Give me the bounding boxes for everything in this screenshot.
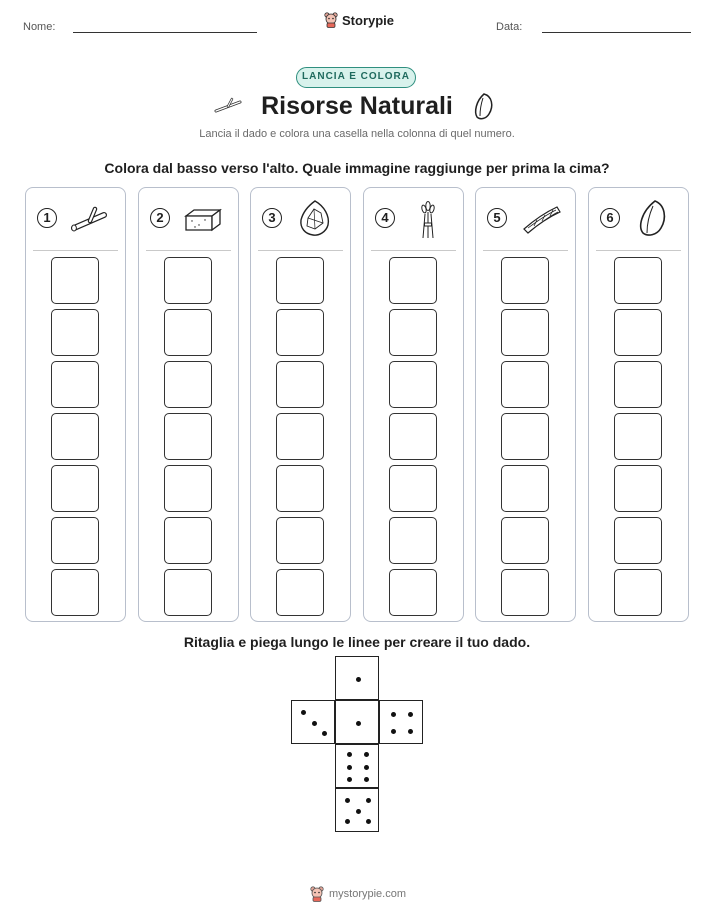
footer	[310, 886, 406, 902]
coloring-cell[interactable]	[614, 413, 662, 460]
dice-pip	[356, 677, 361, 682]
column-divider	[596, 250, 681, 251]
page-subtitle: Lancia il dado e colora una casella nella colonna di quel numero.	[199, 128, 515, 140]
coloring-cell[interactable]	[51, 517, 99, 564]
coloring-cell[interactable]	[389, 257, 437, 304]
column-header	[251, 188, 350, 250]
dice-pip	[408, 729, 413, 734]
coloring-cell[interactable]	[164, 413, 212, 460]
brand-logo	[324, 12, 394, 28]
dice-face-1	[335, 700, 379, 744]
coloring-cell[interactable]	[389, 569, 437, 616]
dice-face-5	[335, 788, 379, 832]
dice-pip	[366, 819, 371, 824]
column-divider	[371, 250, 456, 251]
coloring-cell[interactable]	[164, 569, 212, 616]
dice-pip	[391, 712, 396, 717]
number-badge: 1	[37, 208, 57, 228]
dice-pip	[408, 712, 413, 717]
dice-face-4	[379, 700, 423, 744]
dice-pip	[345, 798, 350, 803]
dice-pip	[364, 752, 369, 757]
coloring-cell[interactable]	[51, 569, 99, 616]
coloring-cell[interactable]	[614, 361, 662, 408]
dice-pip	[322, 731, 327, 736]
dice-face-6	[335, 744, 379, 788]
number-badge: 2	[150, 208, 170, 228]
coloring-cell[interactable]	[501, 465, 549, 512]
column-4	[363, 187, 464, 622]
coloring-cell[interactable]	[276, 309, 324, 356]
dice-pip	[347, 752, 352, 757]
coloring-cell[interactable]	[389, 517, 437, 564]
coloring-cell[interactable]	[501, 309, 549, 356]
number-badge: 6	[600, 208, 620, 228]
coloring-cell[interactable]	[501, 257, 549, 304]
column-divider	[146, 250, 231, 251]
number-badge: 5	[487, 208, 507, 228]
number-badge: 3	[262, 208, 282, 228]
dice-pip	[356, 721, 361, 726]
coloring-cell[interactable]	[51, 257, 99, 304]
coloring-cell[interactable]	[51, 465, 99, 512]
coloring-cell[interactable]	[389, 413, 437, 460]
coloring-cell[interactable]	[164, 465, 212, 512]
coloring-cell[interactable]	[614, 517, 662, 564]
coloring-cell[interactable]	[164, 309, 212, 356]
column-2	[138, 187, 239, 622]
brand-name: Storypie	[342, 12, 395, 28]
date-label: Data:	[496, 21, 523, 33]
footer-url: mystorypie.com	[329, 888, 407, 900]
seed-icon	[633, 198, 673, 240]
coloring-cell[interactable]	[501, 517, 549, 564]
coloring-cell[interactable]	[164, 361, 212, 408]
coloring-cell[interactable]	[276, 517, 324, 564]
coloring-cell[interactable]	[614, 257, 662, 304]
wheat-bundle-icon	[408, 198, 448, 240]
clay-brick-icon	[183, 202, 223, 236]
activity-badge: LANCIA E COLORA	[296, 67, 416, 88]
coloring-cell[interactable]	[501, 361, 549, 408]
dice-face-3	[291, 700, 335, 744]
dice-pip	[366, 798, 371, 803]
dice-pip	[347, 765, 352, 770]
column-6	[588, 187, 689, 622]
coloring-cell[interactable]	[501, 413, 549, 460]
column-1	[25, 187, 126, 622]
coloring-cell[interactable]	[51, 309, 99, 356]
coloring-cell[interactable]	[164, 257, 212, 304]
dice-pip	[312, 721, 317, 726]
bear-mascot-icon	[310, 886, 324, 902]
number-badge: 4	[375, 208, 395, 228]
coloring-cell[interactable]	[51, 361, 99, 408]
coloring-cell[interactable]	[614, 465, 662, 512]
dice-pip	[356, 809, 361, 814]
coloring-cell[interactable]	[614, 569, 662, 616]
column-divider	[483, 250, 568, 251]
coloring-cell[interactable]	[276, 361, 324, 408]
dice-pip	[345, 819, 350, 824]
page-title: Risorse Naturali	[261, 92, 453, 120]
dice-pip	[364, 765, 369, 770]
date-line[interactable]	[542, 32, 691, 33]
column-header	[26, 188, 125, 250]
coloring-cell[interactable]	[389, 309, 437, 356]
dice-pip	[347, 777, 352, 782]
seed-icon	[472, 92, 496, 122]
column-header	[364, 188, 463, 250]
name-line[interactable]	[73, 32, 257, 33]
column-3	[250, 187, 351, 622]
column-header	[139, 188, 238, 250]
dice-instruction: Ritaglia e piega lungo le linee per creare il tuo dado.	[183, 634, 531, 650]
coloring-cell[interactable]	[389, 465, 437, 512]
column-5	[475, 187, 576, 622]
flint-stone-icon	[295, 198, 335, 238]
bark-strip-icon	[520, 202, 562, 236]
column-header	[476, 188, 575, 250]
name-label: Nome:	[23, 21, 56, 33]
coloring-cell[interactable]	[389, 361, 437, 408]
column-divider	[33, 250, 118, 251]
coloring-cell[interactable]	[51, 413, 99, 460]
coloring-cell[interactable]	[164, 517, 212, 564]
coloring-cell[interactable]	[501, 569, 549, 616]
instruction-text: Colora dal basso verso l'alto. Quale immagine raggiunge per prima la cima?	[104, 160, 610, 176]
dice-face-1	[335, 656, 379, 700]
dice-pip	[364, 777, 369, 782]
coloring-cell[interactable]	[276, 413, 324, 460]
column-divider	[258, 250, 343, 251]
twig-icon	[70, 202, 110, 236]
coloring-cell[interactable]	[614, 309, 662, 356]
dice-pip	[301, 710, 306, 715]
coloring-cell[interactable]	[276, 257, 324, 304]
column-header	[589, 188, 688, 250]
coloring-cell[interactable]	[276, 465, 324, 512]
coloring-cell[interactable]	[276, 569, 324, 616]
bear-mascot-icon	[324, 12, 338, 28]
dice-pip	[391, 729, 396, 734]
